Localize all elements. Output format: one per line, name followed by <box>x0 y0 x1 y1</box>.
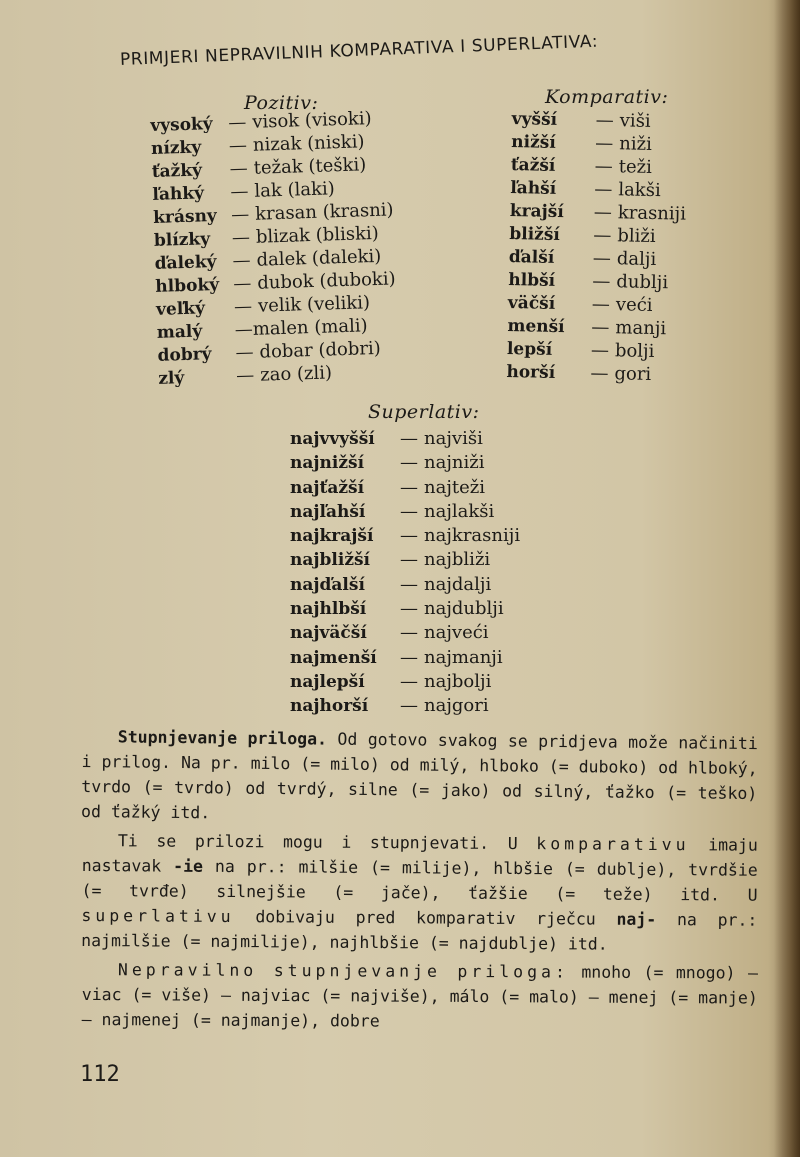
paragraph-komparativ-superlativ <box>81 828 758 958</box>
slovak-word: malý <box>156 321 203 343</box>
dash: — <box>233 295 253 318</box>
dash: — <box>595 132 614 155</box>
croatian-word: najteži <box>424 476 486 498</box>
komparativ-label: Komparativ: <box>545 86 669 108</box>
croatian-word: najveći <box>424 622 489 644</box>
dash: — <box>400 500 418 522</box>
dash: — <box>230 180 249 203</box>
superlativ-row <box>290 525 590 549</box>
dash: — <box>590 362 609 385</box>
text-run: Ti se prilozi mogu i stupnjevati. U <box>117 831 537 854</box>
croatian-word: teži <box>618 156 653 178</box>
slovak-word: najťažší <box>290 477 365 498</box>
dash: — <box>234 318 254 341</box>
croatian-word: najniži <box>424 452 485 474</box>
text-run: na pr.: najmilšie (= najmilije), najhlbšie (= najdublje) itd. <box>81 910 758 954</box>
croatian-word: dobar (dobri) <box>259 337 382 363</box>
slovak-word: nízky <box>150 137 202 159</box>
spaced-term: komparativu <box>536 834 690 855</box>
slovak-word: väčší <box>507 292 556 314</box>
text-run: na pr.: milšie (= milije), hlbšie (= dublje), tvrdšie (= tvrđe) silnejšie (= jače), ťažšie (= teže) itd. U <box>81 856 758 905</box>
slovak-word: najbližší <box>290 550 371 571</box>
dash: — <box>592 270 611 293</box>
slovak-word: ľahký <box>152 183 205 205</box>
slovak-word: ľahší <box>510 177 557 199</box>
slovak-word: vyšší <box>511 108 558 130</box>
dash: — <box>400 476 418 498</box>
slovak-word: najľahší <box>290 501 366 522</box>
dash: — <box>592 247 612 270</box>
slovak-word: menší <box>507 315 565 338</box>
dash: — <box>400 670 418 692</box>
slovak-word: hlboký <box>155 274 220 297</box>
bold-term: -ie <box>173 856 204 876</box>
dash: — <box>591 316 610 339</box>
croatian-word: dalek (daleki) <box>256 245 382 271</box>
slovak-word: krásny <box>152 205 218 228</box>
page-edge-shadow <box>774 0 800 1157</box>
dash: — <box>595 109 614 132</box>
croatian-word: blizak (bliski) <box>255 222 380 248</box>
croatian-word: najviši <box>424 428 483 449</box>
slovak-word: vysoký <box>150 114 213 136</box>
croatian-word: lakši <box>618 179 661 202</box>
superlativ-row <box>290 549 590 573</box>
slovak-word: najväčší <box>290 623 367 644</box>
dash: — <box>235 341 254 364</box>
superlativ-column <box>290 428 590 720</box>
dash: — <box>400 549 418 571</box>
dash: — <box>400 622 418 644</box>
superlativ-row <box>290 428 590 452</box>
croatian-word: lak (laki) <box>254 178 336 202</box>
croatian-word: veći <box>615 294 653 316</box>
slovak-word: veľký <box>155 298 206 320</box>
croatian-word: najdalji <box>424 573 492 595</box>
dash: — <box>400 452 418 474</box>
bold-term: naj- <box>616 909 657 930</box>
croatian-word: dalji <box>616 248 657 271</box>
croatian-word: malen (mali) <box>252 315 368 340</box>
croatian-word: bolji <box>614 340 655 363</box>
text-run: mnoho (= mnogo) — viac (= više) — najviac (= najviše), málo (= malo) — menej (= manje) — najmenej (= najmanje), dobre <box>81 962 758 1031</box>
croatian-word: niži <box>619 133 653 155</box>
croatian-word: visok (visoki) <box>251 108 372 133</box>
croatian-word: najlakši <box>424 500 495 522</box>
croatian-word: manji <box>615 317 667 340</box>
dash: — <box>400 695 418 717</box>
croatian-word: najkrasniji <box>424 525 521 547</box>
slovak-word: najvvyšší <box>290 429 375 449</box>
slovak-word: zlý <box>157 368 185 389</box>
dash: — <box>232 249 251 272</box>
croatian-word: nizak (niski) <box>252 131 365 156</box>
superlativ-row <box>290 671 590 695</box>
croatian-word: velik (veliki) <box>257 292 371 317</box>
slovak-word: horší <box>506 361 556 383</box>
slovak-word: bližší <box>509 223 561 246</box>
superlativ-row <box>290 647 590 671</box>
slovak-word: krajší <box>509 200 564 223</box>
superlativ-row <box>290 574 590 598</box>
slovak-word: najkrajší <box>290 526 374 547</box>
superlativ-row <box>290 452 590 476</box>
dash: — <box>233 272 252 295</box>
slovak-word: najmenší <box>290 647 377 668</box>
dash: — <box>593 201 613 224</box>
dash: — <box>231 226 251 249</box>
dash: — <box>591 293 611 316</box>
croatian-word: gori <box>614 363 652 385</box>
croatian-word: težak (teški) <box>253 154 367 179</box>
slovak-word: lepší <box>506 338 553 360</box>
slovak-word: najďalší <box>290 574 365 595</box>
page-title: PRIMJERI NEPRAVILNIH KOMPARATIVA I SUPERLATIVA: <box>119 31 599 70</box>
slovak-word: ďaleký <box>154 251 217 274</box>
paragraph-stupnjevanje-priloga <box>81 724 758 831</box>
page-number: 112 <box>80 1062 120 1087</box>
slovak-word: ťažší <box>510 154 556 176</box>
croatian-word: viši <box>619 110 651 132</box>
croatian-word: krasan (krasni) <box>254 199 394 225</box>
slovak-word: dobrý <box>157 344 212 366</box>
superlativ-row <box>290 695 590 719</box>
superlativ-label: Superlativ: <box>368 401 480 423</box>
paragraph-nepravilno-stupnjevanje <box>82 957 758 1036</box>
superlativ-row <box>290 598 590 622</box>
croatian-word: najbliži <box>424 549 491 571</box>
dash: — <box>400 646 418 668</box>
dash: — <box>235 364 255 387</box>
croatian-word: dublji <box>616 271 669 294</box>
komparativ-row <box>506 361 716 388</box>
dash: — <box>229 157 249 180</box>
croatian-word: krasniji <box>617 202 687 225</box>
dash: — <box>400 573 418 595</box>
croatian-word: najbolji <box>424 670 492 692</box>
dash: — <box>594 178 613 201</box>
slovak-word: najnižší <box>290 453 365 474</box>
croatian-word: bliži <box>617 225 656 248</box>
dash: — <box>590 339 610 362</box>
pozitiv-column <box>150 106 459 391</box>
slovak-word: ťažký <box>151 160 203 182</box>
slovak-word: najlepší <box>290 671 365 692</box>
dash: — <box>400 525 418 547</box>
dash: — <box>400 598 418 620</box>
croatian-word: najdublji <box>424 598 504 620</box>
slovak-word: najhorší <box>290 696 369 717</box>
croatian-word: dubok (duboki) <box>257 268 396 294</box>
spaced-term: Nepravilno stupnjevanje priloga: <box>117 960 569 982</box>
croatian-word: zao (zli) <box>259 362 333 386</box>
slovak-word: najhlbší <box>290 599 367 620</box>
text-run: imaju nastavak <box>81 835 758 876</box>
superlativ-row <box>290 501 590 525</box>
dash: — <box>593 224 612 247</box>
paragraph-heading: Stupnjevanje priloga. <box>117 727 328 749</box>
superlativ-row <box>290 622 590 646</box>
dash: — <box>594 155 614 178</box>
croatian-word: najmanji <box>424 646 503 668</box>
slovak-word: hlbší <box>508 269 556 291</box>
paragraph-text: Od gotovo svakog se pridjeva može načiniti i prilog. Na pr. milo (= milo) od milý, hlboko (= duboko) od hlboký, tvrdo (= tvrdo) od tvrdý, silne (= jako) od silný, ťažko (= teško) od ťažký itd. <box>80 729 758 823</box>
pozitiv-label: Pozitiv: <box>244 92 319 114</box>
superlativ-row <box>290 477 590 501</box>
croatian-word: najgori <box>424 695 489 717</box>
dash: — <box>227 111 247 134</box>
dash: — <box>228 134 248 157</box>
spaced-term: superlativu <box>81 905 235 927</box>
text-run: dobivaju pred komparativ rječcu <box>234 907 617 929</box>
dash: — <box>230 203 250 226</box>
slovak-word: nižší <box>511 131 557 153</box>
slovak-word: ďalší <box>508 246 555 268</box>
komparativ-column <box>506 108 722 388</box>
slovak-word: blízky <box>153 229 211 251</box>
dash: — <box>400 428 418 449</box>
